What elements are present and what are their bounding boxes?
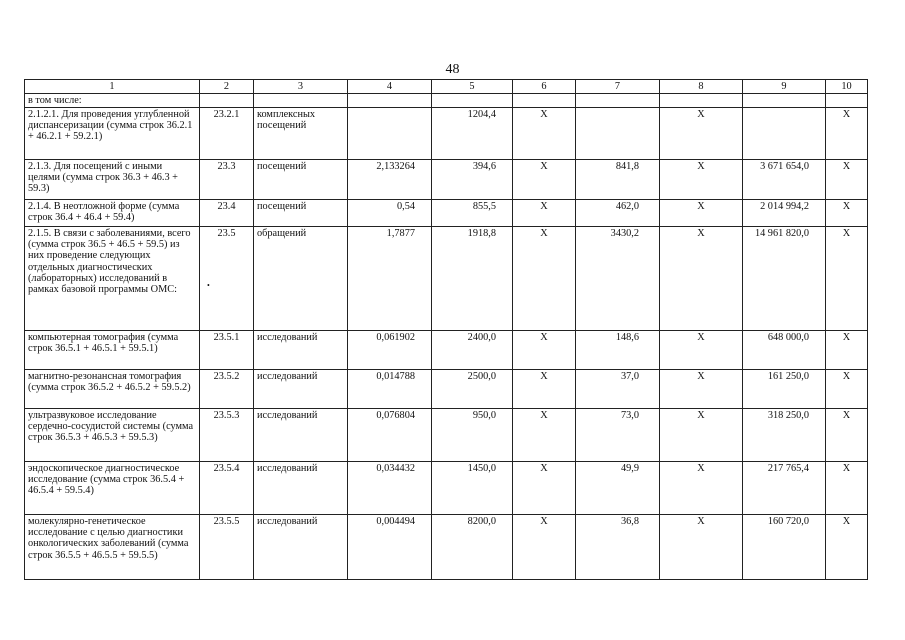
row-unit: исследований bbox=[254, 462, 348, 515]
row-col4: 2,133264 bbox=[348, 160, 432, 200]
row-col7: 462,0 bbox=[576, 200, 660, 227]
row-col4: 0,54 bbox=[348, 200, 432, 227]
row-col10: X bbox=[826, 370, 868, 409]
row-unit: исследований bbox=[254, 515, 348, 580]
row-col8: X bbox=[660, 200, 743, 227]
table-row bbox=[25, 515, 868, 580]
row-unit: исследований bbox=[254, 370, 348, 409]
header-cell: 5 bbox=[432, 80, 513, 94]
row-col7 bbox=[576, 108, 660, 160]
row-col4: 0,034432 bbox=[348, 462, 432, 515]
row-col8: X bbox=[660, 227, 743, 331]
row-col6: X bbox=[513, 200, 576, 227]
row-col8: X bbox=[660, 409, 743, 462]
row-col10: X bbox=[826, 160, 868, 200]
row-code: 23.3 bbox=[200, 160, 254, 200]
row-col8: X bbox=[660, 462, 743, 515]
row-col6: X bbox=[513, 160, 576, 200]
row-col6: X bbox=[513, 409, 576, 462]
row-col9: 2 014 994,2 bbox=[743, 200, 826, 227]
table-header-row bbox=[25, 80, 868, 94]
table-row bbox=[25, 200, 868, 227]
table-row bbox=[25, 409, 868, 462]
row-col5: 950,0 bbox=[432, 409, 513, 462]
row-col7: 37,0 bbox=[576, 370, 660, 409]
row-code: 23.5.1 bbox=[200, 331, 254, 370]
row-col6: X bbox=[513, 331, 576, 370]
row-col10: X bbox=[826, 462, 868, 515]
header-cell: 3 bbox=[254, 80, 348, 94]
row-col9: 14 961 820,0 bbox=[743, 227, 826, 331]
row-code: 23.5.4 bbox=[200, 462, 254, 515]
header-cell: 6 bbox=[513, 80, 576, 94]
row-name: 2.1.2.1. Для проведения углубленной диспансеризации (сумма строк 36.2.1 + 46.2.1 + 59.2.1) bbox=[25, 108, 200, 160]
row-col5: 1918,8 bbox=[432, 227, 513, 331]
row-col7: 3430,2 bbox=[576, 227, 660, 331]
header-cell: 9 bbox=[743, 80, 826, 94]
row-col4: 0,076804 bbox=[348, 409, 432, 462]
row-col5: 394,6 bbox=[432, 160, 513, 200]
row-unit: комплексных посещений bbox=[254, 108, 348, 160]
row-code: 23.2.1 bbox=[200, 108, 254, 160]
row-code: 23.4 bbox=[200, 200, 254, 227]
row-col7: 841,8 bbox=[576, 160, 660, 200]
row-col9: 160 720,0 bbox=[743, 515, 826, 580]
row-unit: исследований bbox=[254, 409, 348, 462]
row-col9: 648 000,0 bbox=[743, 331, 826, 370]
row-col6: X bbox=[513, 462, 576, 515]
page-number: 48 bbox=[445, 62, 460, 77]
row-col6: X bbox=[513, 515, 576, 580]
row-col9: 3 671 654,0 bbox=[743, 160, 826, 200]
row-col5: 1204,4 bbox=[432, 108, 513, 160]
row-name: ультразвуковое исследование сердечно-сосудистой системы (сумма строк 36.5.3 + 46.5.3 + 59.5.3) bbox=[25, 409, 200, 462]
header-cell: 2 bbox=[200, 80, 254, 94]
row-col5: 1450,0 bbox=[432, 462, 513, 515]
row-col4: 1,7877 bbox=[348, 227, 432, 331]
table-row bbox=[25, 331, 868, 370]
row-name: магнитно-резонансная томография (сумма строк 36.5.2 + 46.5.2 + 59.5.2) bbox=[25, 370, 200, 409]
row-col6: X bbox=[513, 108, 576, 160]
row-code: 23.5.5 bbox=[200, 515, 254, 580]
header-cell: 7 bbox=[576, 80, 660, 94]
row-col9: 217 765,4 bbox=[743, 462, 826, 515]
row-col7: 148,6 bbox=[576, 331, 660, 370]
row-col10: X bbox=[826, 227, 868, 331]
row-col8: X bbox=[660, 160, 743, 200]
row-code: 23.5.3 bbox=[200, 409, 254, 462]
header-cell: 8 bbox=[660, 80, 743, 94]
table-row bbox=[25, 462, 868, 515]
row-col10: X bbox=[826, 515, 868, 580]
row-name: молекулярно-генетическое исследование с целью диагностики онкологических заболеваний (сумма строк 36.5.5 + 46.5.5 + 59.5.5) bbox=[25, 515, 200, 580]
data-table bbox=[24, 79, 868, 580]
row-col10: X bbox=[826, 331, 868, 370]
stray-mark: • bbox=[207, 281, 210, 290]
section-row bbox=[25, 94, 868, 108]
section-label: в том числе: bbox=[25, 94, 200, 108]
header-cell: 1 bbox=[25, 80, 200, 94]
row-col5: 8200,0 bbox=[432, 515, 513, 580]
table-row bbox=[25, 370, 868, 409]
row-code: 23.5 bbox=[200, 227, 254, 331]
row-code: 23.5.2 bbox=[200, 370, 254, 409]
row-unit: исследований bbox=[254, 331, 348, 370]
row-col7: 36,8 bbox=[576, 515, 660, 580]
row-col4 bbox=[348, 108, 432, 160]
row-col5: 2400,0 bbox=[432, 331, 513, 370]
row-name: 2.1.4. В неотложной форме (сумма строк 36.4 + 46.4 + 59.4) bbox=[25, 200, 200, 227]
row-unit: обращений bbox=[254, 227, 348, 331]
row-col4: 0,014788 bbox=[348, 370, 432, 409]
row-col8: X bbox=[660, 370, 743, 409]
table-row bbox=[25, 160, 868, 200]
row-col10: X bbox=[826, 108, 868, 160]
row-name: 2.1.3. Для посещений с иными целями (сумма строк 36.3 + 46.3 + 59.3) bbox=[25, 160, 200, 200]
header-cell: 4 bbox=[348, 80, 432, 94]
row-col6: X bbox=[513, 370, 576, 409]
row-col7: 49,9 bbox=[576, 462, 660, 515]
row-col5: 2500,0 bbox=[432, 370, 513, 409]
row-unit: посещений bbox=[254, 200, 348, 227]
header-cell: 10 bbox=[826, 80, 868, 94]
row-col8: X bbox=[660, 515, 743, 580]
row-col8: X bbox=[660, 331, 743, 370]
table-row bbox=[25, 108, 868, 160]
row-unit: посещений bbox=[254, 160, 348, 200]
row-name: эндоскопическое диагностическое исследование (сумма строк 36.5.4 + 46.5.4 + 59.5.4) bbox=[25, 462, 200, 515]
row-name: 2.1.5. В связи с заболеваниями, всего (сумма строк 36.5 + 46.5 + 59.5) из них проведение следующих отдельных диагностических (лабораторных) исследований в рамках базовой программы ОМС: bbox=[25, 227, 200, 331]
row-col6: X bbox=[513, 227, 576, 331]
row-name: компьютерная томография (сумма строк 36.5.1 + 46.5.1 + 59.5.1) bbox=[25, 331, 200, 370]
row-col7: 73,0 bbox=[576, 409, 660, 462]
row-col9 bbox=[743, 108, 826, 160]
row-col10: X bbox=[826, 200, 868, 227]
row-col10: X bbox=[826, 409, 868, 462]
row-col4: 0,061902 bbox=[348, 331, 432, 370]
row-col5: 855,5 bbox=[432, 200, 513, 227]
row-col8: X bbox=[660, 108, 743, 160]
row-col9: 161 250,0 bbox=[743, 370, 826, 409]
row-col9: 318 250,0 bbox=[743, 409, 826, 462]
table-row bbox=[25, 227, 868, 331]
row-col4: 0,004494 bbox=[348, 515, 432, 580]
